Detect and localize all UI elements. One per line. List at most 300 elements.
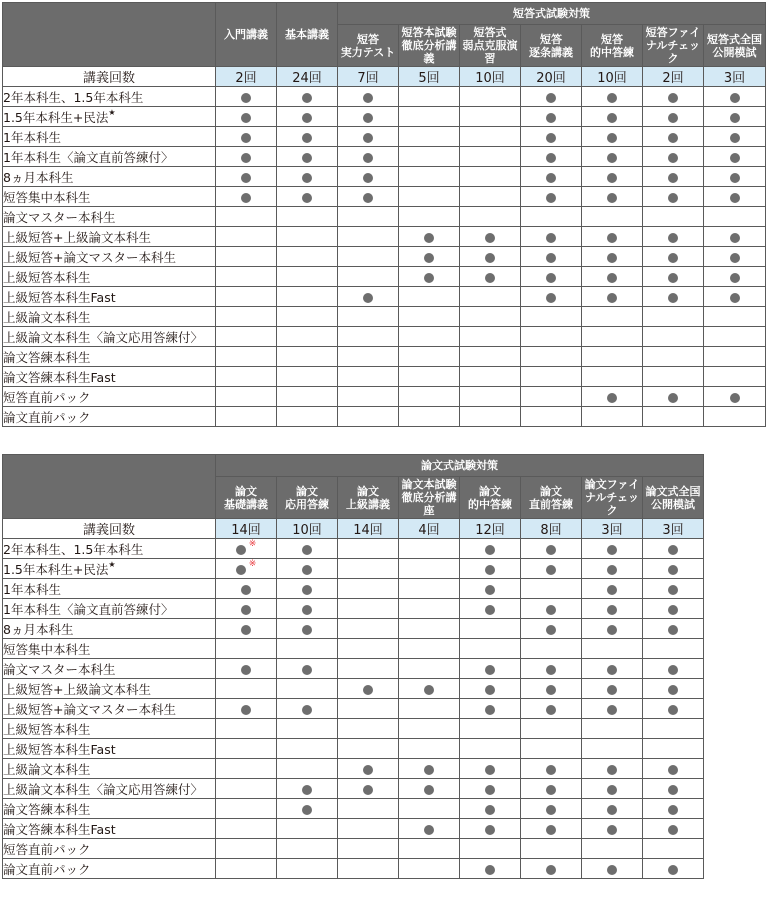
included-dot-icon	[546, 685, 556, 695]
course-name-cell	[3, 639, 216, 659]
column-header: 論文 応用答練	[277, 477, 338, 519]
course-name-cell	[3, 207, 216, 227]
lecture-count-cell: 14回	[216, 519, 277, 539]
course-cell	[460, 719, 521, 739]
course-cell	[521, 347, 582, 367]
included-dot-icon	[363, 153, 373, 163]
course-cell	[216, 679, 277, 699]
lecture-count-cell: 24回	[277, 67, 338, 87]
course-cell	[521, 267, 582, 287]
course-name: 論文答練本科生Fast	[3, 821, 116, 837]
course-cell	[521, 247, 582, 267]
course-cell	[704, 107, 766, 127]
course-cell	[704, 407, 766, 427]
course-cell	[277, 207, 338, 227]
course-cell	[277, 719, 338, 739]
course-cell	[460, 287, 521, 307]
course-cell	[521, 579, 582, 599]
course-name-cell	[3, 407, 216, 427]
course-cell	[338, 739, 399, 759]
course-row	[3, 759, 704, 779]
course-name-cell	[3, 107, 216, 127]
included-dot-icon	[363, 685, 373, 695]
course-cell	[338, 407, 399, 427]
course-cell	[338, 819, 399, 839]
course-cell	[643, 127, 704, 147]
included-dot-icon	[302, 785, 312, 795]
course-cell	[277, 307, 338, 327]
included-dot-icon	[668, 805, 678, 815]
course-cell	[521, 639, 582, 659]
course-name: 論文答練本科生	[3, 349, 91, 365]
course-cell	[704, 307, 766, 327]
course-name-cell	[3, 739, 216, 759]
course-name-cell	[3, 247, 216, 267]
included-dot-icon	[668, 173, 678, 183]
course-cell	[460, 127, 521, 147]
course-cell	[643, 247, 704, 267]
course-name-cell	[3, 719, 216, 739]
course-name-cell	[3, 167, 216, 187]
table-corner-cell	[3, 3, 216, 67]
course-cell	[643, 559, 704, 579]
course-cell	[704, 187, 766, 207]
included-dot-icon	[485, 253, 495, 263]
course-cell	[277, 579, 338, 599]
included-dot-icon	[546, 233, 556, 243]
course-row	[3, 679, 704, 699]
course-cell	[460, 619, 521, 639]
course-cell	[704, 167, 766, 187]
included-dot-icon	[241, 625, 251, 635]
included-dot-icon	[363, 173, 373, 183]
course-cell	[338, 559, 399, 579]
course-name: 1.5年本科生+民法	[3, 109, 109, 125]
course-name-cell	[3, 539, 216, 559]
course-cell	[582, 187, 643, 207]
lecture-count-cell: 20回	[521, 67, 582, 87]
course-cell	[521, 739, 582, 759]
course-cell	[277, 187, 338, 207]
course-cell	[521, 679, 582, 699]
course-cell	[582, 167, 643, 187]
course-cell	[216, 387, 277, 407]
course-cell	[399, 167, 460, 187]
included-dot-icon	[241, 153, 251, 163]
course-name-cell	[3, 679, 216, 699]
included-dot-icon	[607, 273, 617, 283]
course-cell	[277, 347, 338, 367]
course-cell	[643, 619, 704, 639]
course-cell	[399, 699, 460, 719]
course-cell	[704, 247, 766, 267]
included-dot-icon	[241, 585, 251, 595]
course-cell	[521, 187, 582, 207]
course-name-cell	[3, 859, 216, 879]
included-dot-icon	[424, 785, 434, 795]
course-cell	[338, 387, 399, 407]
course-cell	[704, 147, 766, 167]
course-cell	[521, 107, 582, 127]
course-cell	[277, 267, 338, 287]
course-cell	[399, 859, 460, 879]
course-cell	[582, 267, 643, 287]
included-dot-icon	[302, 545, 312, 555]
course-row	[3, 819, 704, 839]
included-dot-icon	[546, 545, 556, 555]
included-dot-icon	[485, 605, 495, 615]
course-cell	[582, 659, 643, 679]
course-row	[3, 599, 704, 619]
course-cell	[582, 639, 643, 659]
course-cell	[338, 839, 399, 859]
included-dot-icon	[302, 113, 312, 123]
included-dot-icon	[546, 153, 556, 163]
course-cell	[643, 227, 704, 247]
course-cell	[521, 87, 582, 107]
course-cell	[704, 127, 766, 147]
course-cell	[399, 347, 460, 367]
column-header: 短答式全国 公開模試	[704, 25, 766, 67]
course-cell	[521, 207, 582, 227]
column-header: 短答ファイ ナルチェック	[643, 25, 704, 67]
course-cell	[582, 599, 643, 619]
included-dot-icon	[546, 665, 556, 675]
course-cell	[399, 107, 460, 127]
course-cell	[704, 207, 766, 227]
course-cell	[643, 407, 704, 427]
column-header: 論文本試験 徹底分析講座	[399, 477, 460, 519]
course-cell	[338, 779, 399, 799]
course-name: 上級短答+上級論文本科生	[3, 229, 151, 245]
course-name: 上級論文本科生	[3, 761, 91, 777]
course-name-cell	[3, 659, 216, 679]
lecture-count-cell: 4回	[399, 519, 460, 539]
course-cell	[216, 367, 277, 387]
lecture-count-label: 講義回数	[3, 519, 216, 539]
included-dot-icon	[546, 93, 556, 103]
course-name: 上級論文本科生〈論文応用答練付〉	[3, 781, 204, 797]
included-dot-icon	[668, 705, 678, 715]
course-cell	[399, 87, 460, 107]
course-cell	[399, 599, 460, 619]
course-cell	[216, 107, 277, 127]
course-cell	[643, 367, 704, 387]
star-mark: ★	[108, 107, 116, 117]
included-dot-icon	[730, 193, 740, 203]
course-cell	[277, 739, 338, 759]
course-cell	[277, 859, 338, 879]
included-dot-icon	[302, 585, 312, 595]
course-cell	[277, 839, 338, 859]
included-dot-icon	[485, 805, 495, 815]
included-dot-icon	[607, 133, 617, 143]
course-cell	[399, 799, 460, 819]
included-dot-icon	[236, 545, 246, 555]
course-row	[3, 167, 766, 187]
course-cell	[582, 287, 643, 307]
included-dot-icon	[241, 133, 251, 143]
course-cell	[460, 739, 521, 759]
included-dot-icon	[668, 273, 678, 283]
included-dot-icon	[607, 865, 617, 875]
course-cell	[216, 307, 277, 327]
included-dot-icon	[730, 293, 740, 303]
included-dot-icon	[546, 785, 556, 795]
lecture-count-cell: 8回	[521, 519, 582, 539]
included-dot-icon	[668, 545, 678, 555]
included-dot-icon	[424, 825, 434, 835]
course-cell	[399, 679, 460, 699]
course-cell	[521, 147, 582, 167]
included-dot-icon	[424, 685, 434, 695]
course-cell	[216, 227, 277, 247]
included-dot-icon	[546, 293, 556, 303]
course-cell	[216, 187, 277, 207]
included-dot-icon	[363, 113, 373, 123]
course-cell	[216, 839, 277, 859]
course-row	[3, 799, 704, 819]
course-name-cell	[3, 599, 216, 619]
course-cell	[460, 679, 521, 699]
course-name: 上級短答本科生	[3, 269, 91, 285]
course-cell	[643, 779, 704, 799]
star-mark: ★	[108, 559, 116, 569]
short-answer-course-table	[2, 2, 766, 427]
course-name-cell	[3, 759, 216, 779]
included-dot-icon	[302, 605, 312, 615]
course-name: 上級短答+論文マスター本科生	[3, 249, 176, 265]
course-cell	[338, 327, 399, 347]
course-cell	[460, 407, 521, 427]
included-dot-icon	[546, 565, 556, 575]
included-dot-icon	[607, 805, 617, 815]
course-name: 論文答練本科生Fast	[3, 369, 116, 385]
course-cell	[643, 107, 704, 127]
group-header: 論文式試験対策	[216, 455, 704, 477]
course-row	[3, 619, 704, 639]
included-dot-icon	[607, 685, 617, 695]
included-dot-icon	[730, 113, 740, 123]
note-mark: ※	[248, 559, 257, 569]
included-dot-icon	[607, 393, 617, 403]
included-dot-icon	[607, 293, 617, 303]
course-name-cell	[3, 327, 216, 347]
course-cell	[643, 147, 704, 167]
course-cell	[460, 539, 521, 559]
course-cell	[399, 639, 460, 659]
course-cell	[582, 839, 643, 859]
included-dot-icon	[607, 173, 617, 183]
lecture-count-cell: 3回	[643, 519, 704, 539]
course-name-cell	[3, 799, 216, 819]
course-cell	[399, 559, 460, 579]
lecture-count-cell: 12回	[460, 519, 521, 539]
course-cell	[582, 347, 643, 367]
course-cell	[521, 699, 582, 719]
course-cell	[399, 779, 460, 799]
course-cell	[338, 187, 399, 207]
included-dot-icon	[607, 193, 617, 203]
course-name: 上級短答本科生	[3, 721, 91, 737]
course-cell	[399, 147, 460, 167]
course-cell	[460, 839, 521, 859]
course-cell	[460, 207, 521, 227]
course-cell	[277, 167, 338, 187]
course-cell	[277, 679, 338, 699]
note-mark: ※	[248, 539, 257, 549]
course-cell	[582, 819, 643, 839]
included-dot-icon	[302, 173, 312, 183]
course-cell	[460, 559, 521, 579]
course-cell	[277, 87, 338, 107]
course-cell	[643, 387, 704, 407]
course-row	[3, 127, 766, 147]
course-name: 論文答練本科生	[3, 801, 91, 817]
course-cell	[399, 367, 460, 387]
course-cell	[399, 539, 460, 559]
course-name-cell	[3, 559, 216, 579]
course-cell	[338, 719, 399, 739]
course-cell	[460, 659, 521, 679]
course-cell	[399, 187, 460, 207]
course-cell	[277, 107, 338, 127]
course-cell	[460, 267, 521, 287]
lecture-count-cell: 2回	[643, 67, 704, 87]
course-cell	[338, 639, 399, 659]
course-cell	[582, 739, 643, 759]
included-dot-icon	[607, 545, 617, 555]
course-cell	[399, 307, 460, 327]
included-dot-icon	[302, 805, 312, 815]
included-dot-icon	[668, 93, 678, 103]
included-dot-icon	[668, 785, 678, 795]
course-name: 短答直前パック	[3, 389, 91, 405]
included-dot-icon	[485, 545, 495, 555]
course-cell	[216, 167, 277, 187]
course-cell	[277, 799, 338, 819]
included-dot-icon	[485, 705, 495, 715]
course-cell	[582, 719, 643, 739]
included-dot-icon	[302, 193, 312, 203]
course-cell	[704, 287, 766, 307]
course-cell	[216, 779, 277, 799]
included-dot-icon	[363, 765, 373, 775]
included-dot-icon	[546, 113, 556, 123]
course-cell	[643, 599, 704, 619]
course-cell	[582, 407, 643, 427]
included-dot-icon	[730, 93, 740, 103]
essay-course-table	[2, 454, 704, 879]
course-cell	[460, 367, 521, 387]
course-cell	[216, 559, 277, 579]
course-cell	[216, 579, 277, 599]
included-dot-icon	[730, 253, 740, 263]
course-cell	[277, 539, 338, 559]
course-cell	[460, 779, 521, 799]
course-row	[3, 367, 766, 387]
included-dot-icon	[241, 605, 251, 615]
course-name: 上級短答+論文マスター本科生	[3, 701, 176, 717]
course-cell	[521, 859, 582, 879]
course-cell	[582, 779, 643, 799]
course-name: 論文直前パック	[3, 861, 91, 877]
included-dot-icon	[241, 193, 251, 203]
included-dot-icon	[607, 253, 617, 263]
included-dot-icon	[241, 665, 251, 675]
course-cell	[338, 247, 399, 267]
course-cell	[460, 599, 521, 619]
included-dot-icon	[730, 273, 740, 283]
course-cell	[338, 619, 399, 639]
course-cell	[277, 247, 338, 267]
course-row	[3, 267, 766, 287]
course-row	[3, 779, 704, 799]
course-cell	[521, 779, 582, 799]
course-row	[3, 287, 766, 307]
included-dot-icon	[668, 865, 678, 875]
course-name-cell	[3, 367, 216, 387]
course-row	[3, 247, 766, 267]
included-dot-icon	[302, 93, 312, 103]
course-cell	[277, 227, 338, 247]
column-header: 短答本試験 徹底分析講義	[399, 25, 460, 67]
included-dot-icon	[607, 93, 617, 103]
included-dot-icon	[607, 785, 617, 795]
course-cell	[216, 87, 277, 107]
included-dot-icon	[668, 665, 678, 675]
course-cell	[582, 859, 643, 879]
course-name-cell	[3, 819, 216, 839]
course-cell	[216, 327, 277, 347]
course-cell	[460, 227, 521, 247]
course-cell	[277, 327, 338, 347]
course-cell	[521, 539, 582, 559]
course-cell	[399, 127, 460, 147]
course-cell	[521, 127, 582, 147]
included-dot-icon	[485, 665, 495, 675]
course-cell	[216, 699, 277, 719]
course-row	[3, 147, 766, 167]
course-cell	[277, 559, 338, 579]
course-cell	[582, 87, 643, 107]
course-name: 1年本科生〈論文直前答練付〉	[3, 149, 174, 165]
course-row	[3, 639, 704, 659]
course-cell	[399, 659, 460, 679]
course-cell	[704, 87, 766, 107]
course-cell	[460, 699, 521, 719]
course-cell	[460, 799, 521, 819]
course-row	[3, 227, 766, 247]
included-dot-icon	[607, 565, 617, 575]
included-dot-icon	[546, 705, 556, 715]
included-dot-icon	[668, 765, 678, 775]
course-cell	[460, 87, 521, 107]
lecture-count-cell: 10回	[582, 67, 643, 87]
course-name: 1年本科生	[3, 129, 61, 145]
course-name-cell	[3, 227, 216, 247]
course-cell	[582, 127, 643, 147]
course-cell	[216, 127, 277, 147]
course-cell	[521, 167, 582, 187]
course-row	[3, 207, 766, 227]
course-cell	[216, 799, 277, 819]
course-cell	[704, 367, 766, 387]
course-cell	[216, 739, 277, 759]
course-cell	[643, 799, 704, 819]
course-name: 上級短答+上級論文本科生	[3, 681, 151, 697]
course-cell	[399, 759, 460, 779]
